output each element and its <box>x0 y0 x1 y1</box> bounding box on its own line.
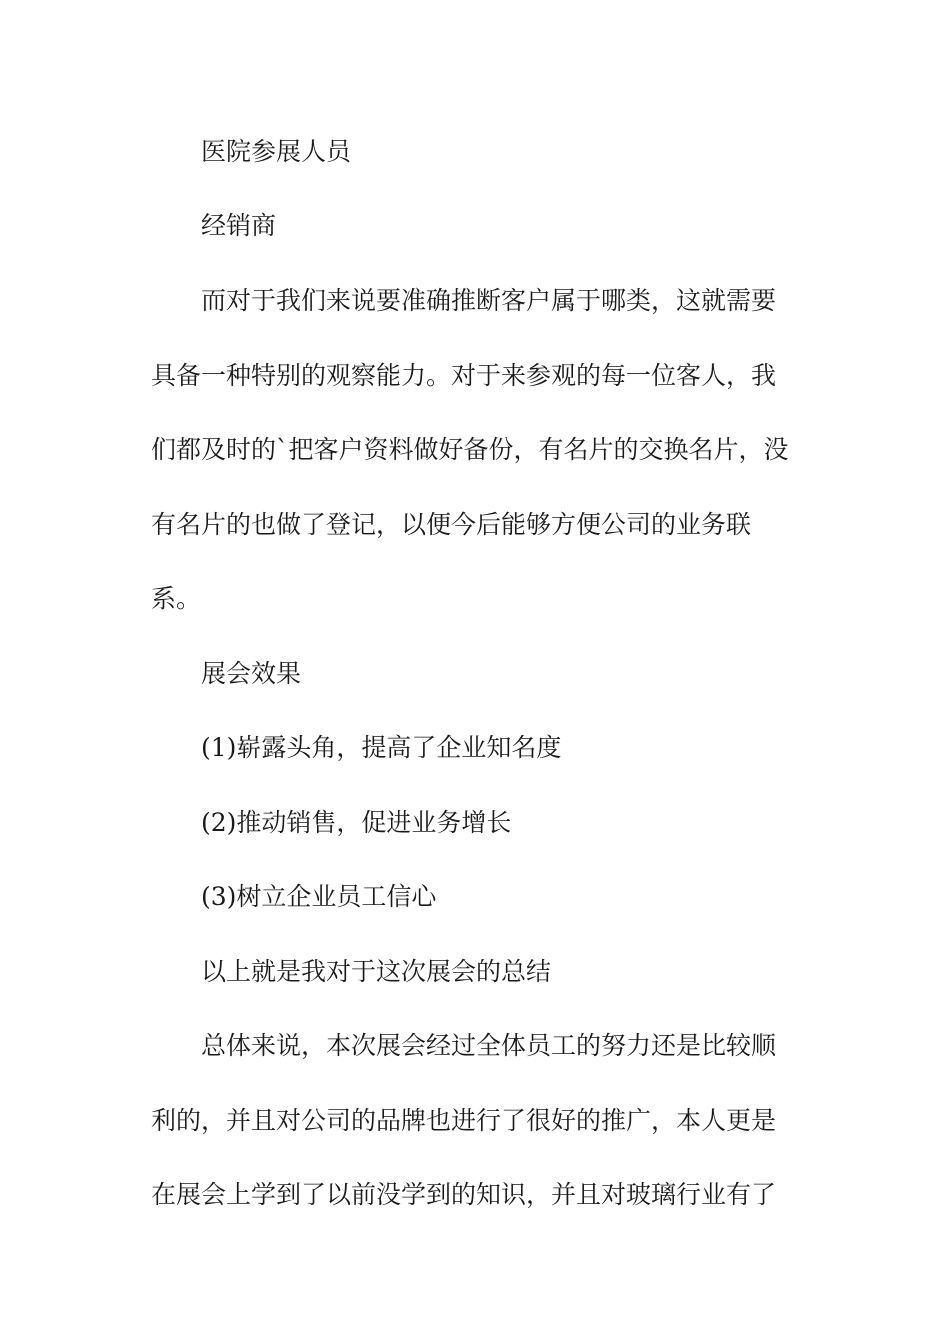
doc-line: 们都及时的`把客户资料做好备份，有名片的交换名片，没 <box>151 435 789 464</box>
doc-line: 具备一种特别的观察能力。对于来参观的每一位客人，我 <box>151 361 777 390</box>
doc-line: (3)树立企业员工信心 <box>201 882 437 911</box>
doc-line: 展会效果 <box>201 659 302 688</box>
doc-line: 经销商 <box>201 211 277 240</box>
doc-line: (1)崭露头角，提高了企业知名度 <box>201 733 562 762</box>
doc-line: 以上就是我对于这次展会的总结 <box>201 957 552 986</box>
doc-line: 有名片的也做了登记，以便今后能够方便公司的业务联 <box>151 510 752 539</box>
doc-line: 利的，并且对公司的品牌也进行了很好的推广，本人更是 <box>151 1106 777 1135</box>
doc-line: 而对于我们来说要准确推断客户属于哪类，这就需要 <box>201 286 777 315</box>
doc-line: 在展会上学到了以前没学到的知识，并且对玻璃行业有了 <box>151 1180 777 1209</box>
doc-line: 总体来说，本次展会经过全体员工的努力还是比较顺 <box>201 1031 777 1060</box>
doc-line: 医院参展人员 <box>201 137 352 166</box>
doc-line: (2)推动销售，促进业务增长 <box>201 808 512 837</box>
doc-line: 系。 <box>151 584 202 613</box>
